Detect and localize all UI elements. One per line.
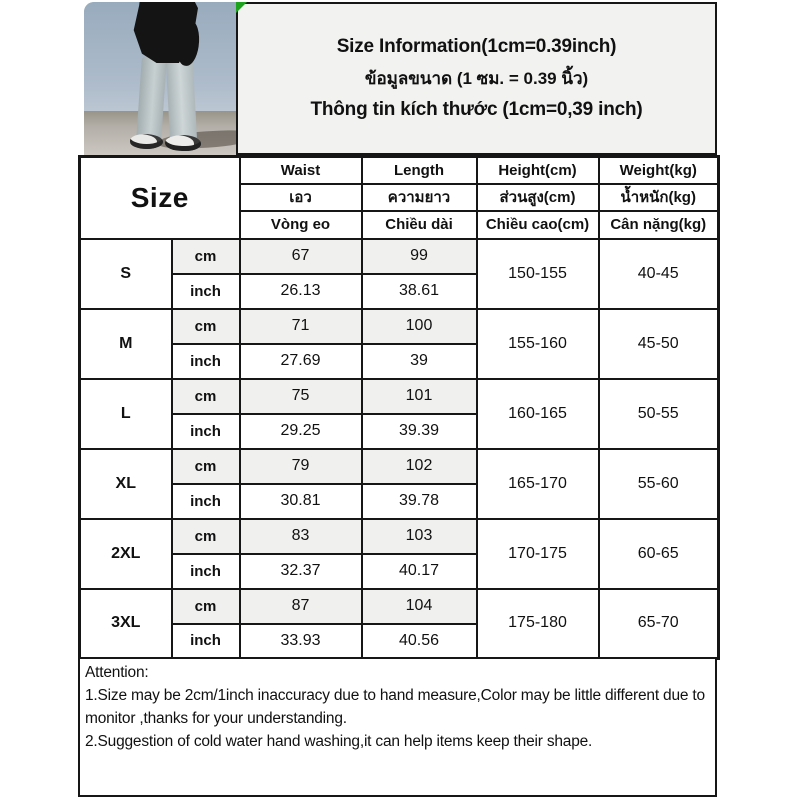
unit-cm-label: cm — [172, 519, 240, 554]
unit-inch-label: inch — [172, 344, 240, 379]
header-waist-th: เอว — [240, 184, 362, 211]
weight-range-value: 55-60 — [599, 449, 719, 519]
length-inch-value: 40.56 — [362, 624, 477, 659]
waist-cm-value: 71 — [240, 309, 362, 344]
unit-inch-label: inch — [172, 484, 240, 519]
title-thai: ข้อมูลขนาด (1 ซม. = 0.39 นิ้ว) — [364, 69, 589, 88]
height-range-value: 165-170 — [477, 449, 599, 519]
unit-cm-label: cm — [172, 589, 240, 624]
waist-inch-value: 32.37 — [240, 554, 362, 589]
header-length-th: ความยาว — [362, 184, 477, 211]
size-label: L — [80, 379, 172, 449]
size-table — [78, 155, 720, 660]
model-right-sneaker — [165, 135, 201, 151]
unit-cm-label: cm — [172, 379, 240, 414]
waist-cm-value: 75 — [240, 379, 362, 414]
header-height-th: ส่วนสูง(cm) — [477, 184, 599, 211]
attention-line-1: 1.Size may be 2cm/1inch inaccuracy due to hand measure,Color may be little different due to monitor ,thanks for your understanding. — [85, 687, 705, 727]
product-photo — [84, 2, 236, 155]
waist-cm-value: 83 — [240, 519, 362, 554]
height-range-value: 175-180 — [477, 589, 599, 659]
length-inch-value: 39.39 — [362, 414, 477, 449]
size-label: XL — [80, 449, 172, 519]
attention-line-2: 2.Suggestion of cold water hand washing,it can help items keep their shape. — [85, 733, 593, 750]
model-jeans-right-leg — [165, 58, 196, 143]
weight-range-value: 50-55 — [599, 379, 719, 449]
size-label: S — [80, 239, 172, 309]
model-left-sneaker — [130, 134, 163, 149]
length-cm-value: 104 — [362, 589, 477, 624]
table-row-m-cm — [80, 309, 719, 344]
length-inch-value: 39.78 — [362, 484, 477, 519]
header-weight-en: Weight(kg) — [599, 157, 719, 184]
size-label: 3XL — [80, 589, 172, 659]
title-box — [236, 2, 717, 155]
title-vietnamese: Thông tin kích thước (1cm=0,39 inch) — [310, 99, 643, 120]
header-waist-vi: Vòng eo — [240, 211, 362, 239]
size-label: 2XL — [80, 519, 172, 589]
unit-cm-label: cm — [172, 449, 240, 484]
height-range-value: 155-160 — [477, 309, 599, 379]
waist-inch-value: 30.81 — [240, 484, 362, 519]
height-range-value: 160-165 — [477, 379, 599, 449]
unit-inch-label: inch — [172, 414, 240, 449]
unit-cm-label: cm — [172, 239, 240, 274]
title-english: Size Information(1cm=0.39inch) — [336, 36, 617, 57]
size-corner-label: Size — [80, 157, 240, 239]
attention-box — [78, 657, 717, 797]
size-label: M — [80, 309, 172, 379]
weight-range-value: 65-70 — [599, 589, 719, 659]
waist-cm-value: 67 — [240, 239, 362, 274]
length-cm-value: 103 — [362, 519, 477, 554]
waist-inch-value: 26.13 — [240, 274, 362, 309]
unit-inch-label: inch — [172, 554, 240, 589]
length-cm-value: 100 — [362, 309, 477, 344]
waist-inch-value: 27.69 — [240, 344, 362, 379]
header-length-vi: Chiều dài — [362, 211, 477, 239]
unit-inch-label: inch — [172, 274, 240, 309]
weight-range-value: 45-50 — [599, 309, 719, 379]
header-height-vi: Chiều cao(cm) — [477, 211, 599, 239]
weight-range-value: 60-65 — [599, 519, 719, 589]
length-cm-value: 101 — [362, 379, 477, 414]
length-inch-value: 39 — [362, 344, 477, 379]
header-length-en: Length — [362, 157, 477, 184]
header-weight-vi: Cân nặng(kg) — [599, 211, 719, 239]
header-weight-th: น้ำหนัก(kg) — [599, 184, 719, 211]
green-corner-marker-icon — [236, 2, 247, 13]
length-cm-value: 99 — [362, 239, 477, 274]
attention-heading: Attention: — [85, 664, 149, 681]
table-row-s-cm — [80, 239, 719, 274]
height-range-value: 150-155 — [477, 239, 599, 309]
height-range-value: 170-175 — [477, 519, 599, 589]
unit-cm-label: cm — [172, 309, 240, 344]
waist-inch-value: 29.25 — [240, 414, 362, 449]
weight-range-value: 40-45 — [599, 239, 719, 309]
length-inch-value: 40.17 — [362, 554, 477, 589]
table-row-2xl-cm — [80, 519, 719, 554]
table-row-xl-cm — [80, 449, 719, 484]
header-waist-en: Waist — [240, 157, 362, 184]
length-cm-value: 102 — [362, 449, 477, 484]
header-height-en: Height(cm) — [477, 157, 599, 184]
length-inch-value: 38.61 — [362, 274, 477, 309]
waist-inch-value: 33.93 — [240, 624, 362, 659]
waist-cm-value: 87 — [240, 589, 362, 624]
table-row-3xl-cm — [80, 589, 719, 624]
waist-cm-value: 79 — [240, 449, 362, 484]
table-row-l-cm — [80, 379, 719, 414]
unit-inch-label: inch — [172, 624, 240, 659]
